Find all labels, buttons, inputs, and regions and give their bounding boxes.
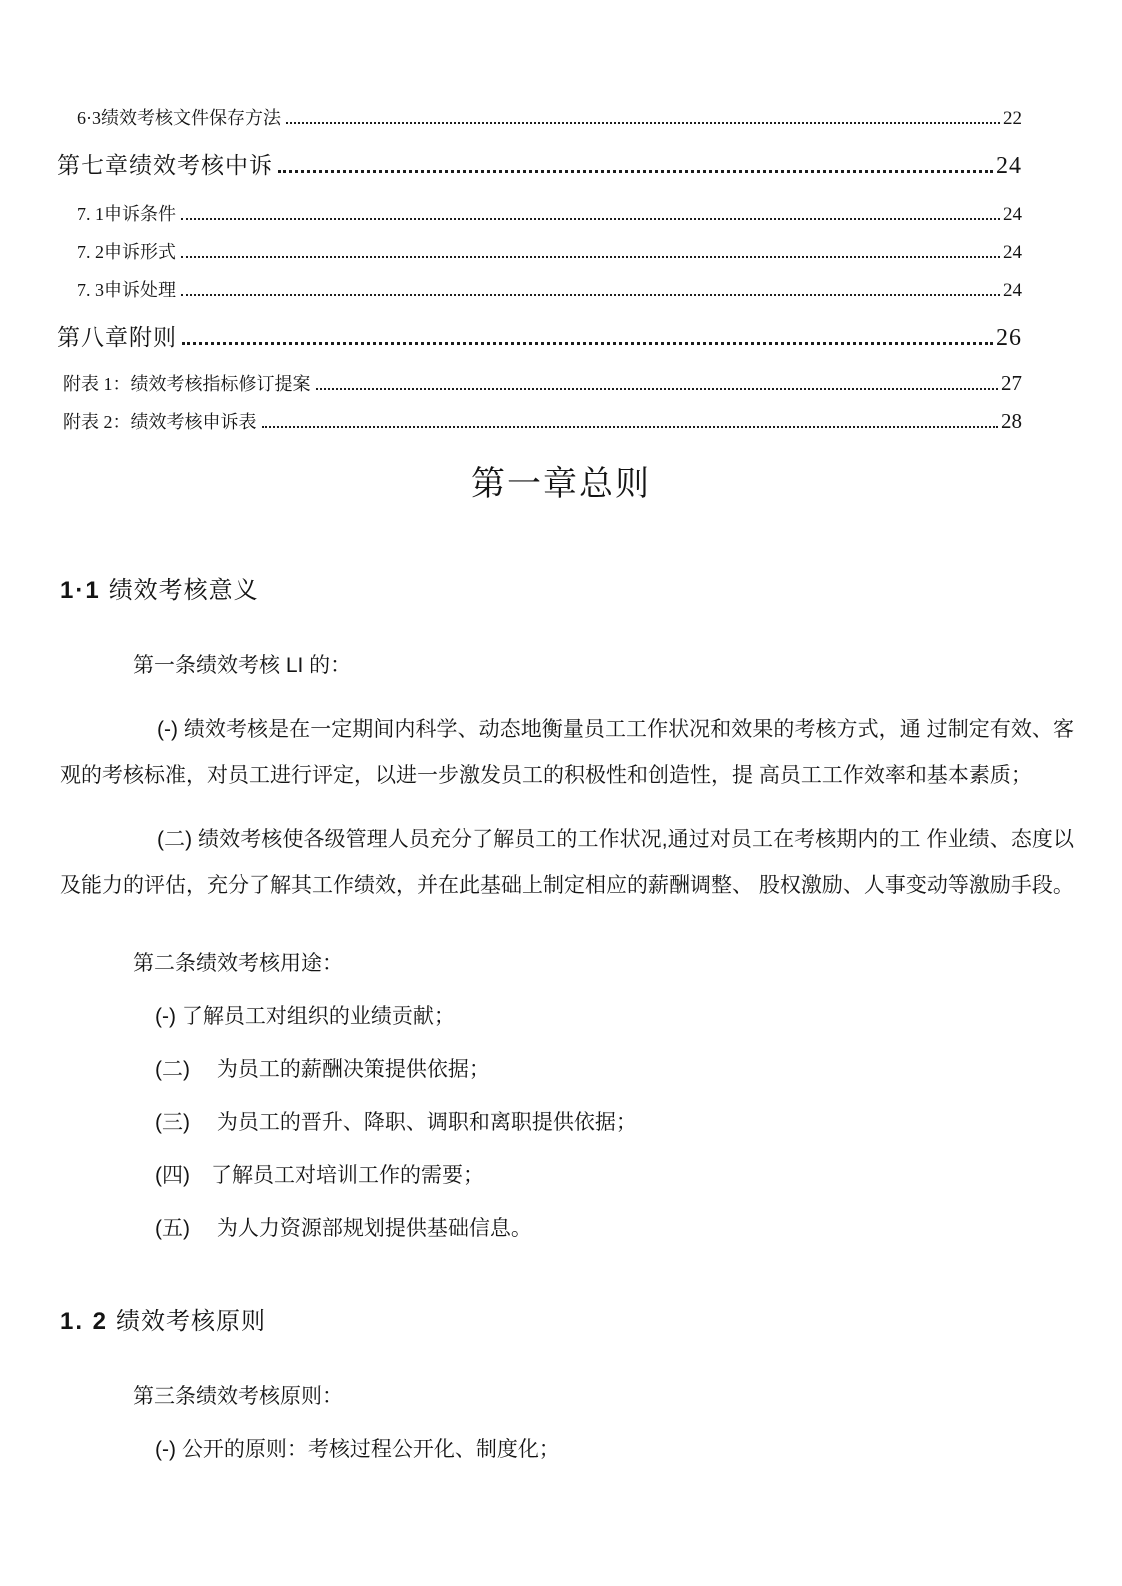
toc-entry-page: 26 — [996, 325, 1022, 351]
toc-dot-leader — [286, 122, 1000, 124]
toc-entry-label: 6·3绩效考核文件保存方法 — [77, 108, 281, 128]
section-number: 1. 2 — [60, 1308, 109, 1335]
toc-dot-leader — [181, 294, 1000, 296]
toc-entry[interactable] — [57, 358, 1022, 396]
toc-entry-label: 第七章绩效考核中诉 — [57, 153, 273, 178]
paragraph-use-item-2: (二) 为员工的薪酬决策提供依据； — [155, 1058, 490, 1081]
section-title: 绩效考核原则 — [116, 1308, 267, 1335]
toc-entry[interactable] — [57, 130, 1022, 180]
paragraph-use-item-5: (五) 为人力资源部规划提供基础信息。 — [155, 1217, 532, 1240]
paragraph-principle-item-1: (-) 公开的原则：考核过程公开化、制度化； — [155, 1438, 560, 1461]
paragraph-use-item-3: (三) 为员工的晋升、降职、调职和离职提供依据； — [155, 1111, 637, 1134]
section-heading-1-1 — [60, 571, 1074, 611]
toc-entry-label: 7. 1申诉条件 — [77, 204, 176, 224]
toc-entry[interactable] — [57, 264, 1022, 302]
toc-dot-leader — [181, 256, 1000, 258]
toc-entry-page: 24 — [1003, 204, 1022, 225]
toc-entry-label: 附表 2：绩效考核申诉表 — [63, 412, 257, 432]
toc-entry-page: 24 — [996, 153, 1022, 179]
chapter-title: 第一章总则 — [471, 465, 651, 503]
toc-entry-label: 第八章附则 — [57, 325, 177, 350]
toc-entry-label: 附表 1：绩效考核指标修订提案 — [63, 374, 311, 394]
toc-entry-page: 24 — [1003, 242, 1022, 263]
paragraph-article-1: 第一条绩效考核 LI 的： — [133, 654, 352, 677]
toc-entry-page: 24 — [1003, 280, 1022, 301]
toc-entry-label: 7. 2申诉形式 — [77, 242, 176, 262]
toc-entry[interactable] — [57, 302, 1022, 352]
paragraph-article-1-item-2: (二) 绩效考核使各级管理人员充分了解员工的工作状况,通过对员工在考核期内的工 作业绩、态度以及能力的评估，充分了解其工作绩效，并在此基础上制定相应的薪酬调整、 股权激励、人事变动等激励手段。 — [60, 828, 1074, 897]
section-number: 1·1 — [60, 577, 101, 604]
toc-dot-leader — [316, 388, 999, 390]
toc-entry-page: 28 — [1001, 409, 1022, 433]
toc-dot-leader — [181, 218, 1000, 220]
toc-dot-leader — [182, 342, 993, 345]
paragraph-use-item-1: (-) 了解员工对组织的业绩贡献； — [155, 1005, 455, 1028]
toc-entry-page: 27 — [1001, 371, 1022, 395]
document-body — [60, 571, 1074, 1473]
paragraph-article-3: 第三条绩效考核原则： — [133, 1385, 343, 1408]
section-title: 绩效考核意义 — [108, 577, 259, 604]
section-heading-1-2 — [60, 1302, 1074, 1342]
toc-dot-leader — [262, 426, 999, 428]
toc-entry[interactable] — [57, 226, 1022, 264]
table-of-contents — [0, 0, 1122, 434]
paragraph-article-1-item-1: (-) 绩效考核是在一定期间内科学、动态地衡量员工工作状况和效果的考核方式，通 过制定有效、客观的考核标准，对员工进行评定，以进一步激发员工的积极性和创造性，提 高员工工作效率和基本素质； — [60, 718, 1074, 787]
toc-entry-page: 22 — [1003, 108, 1022, 129]
toc-entry[interactable] — [57, 92, 1022, 130]
paragraph-article-2: 第二条绩效考核用途： — [133, 952, 343, 975]
toc-entry[interactable] — [57, 396, 1022, 434]
toc-entry[interactable] — [57, 188, 1022, 226]
paragraph-use-item-4: (四) 了解员工对培训工作的需要； — [155, 1164, 484, 1187]
toc-entry-label: 7. 3申诉处理 — [77, 280, 176, 300]
toc-dot-leader — [278, 170, 993, 173]
